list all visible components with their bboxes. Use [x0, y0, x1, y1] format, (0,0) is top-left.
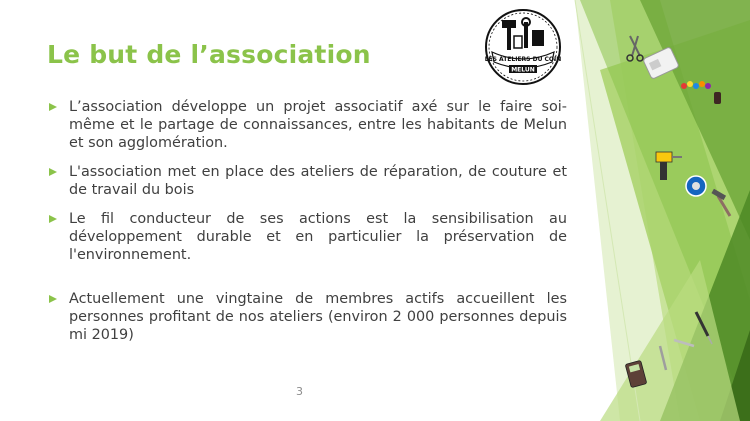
tape-measure-icon — [686, 176, 706, 196]
bullet-item — [47, 210, 567, 264]
logo-city: MELUN — [511, 66, 535, 74]
drill-icon — [656, 152, 682, 180]
bullet-text: L’association développe un projet associatif axé sur le faire soi-même et le partage de connaissances, entre les habitants de Melun et son agglomération. — [69, 99, 567, 151]
sewing-machine-icon — [643, 47, 679, 80]
bullet-text: Le fil conducteur de ses actions est la sensibilisation au développement durable et en particulier la préservation de l'environnement. — [69, 211, 567, 263]
logo-icon — [484, 8, 562, 86]
bullet-item — [47, 290, 567, 344]
screwdriver-icon — [696, 312, 712, 344]
bullet-arrow-icon — [49, 215, 57, 223]
bullet-arrow-icon — [49, 168, 57, 176]
bullet-list — [47, 98, 567, 355]
thread-spools-icon — [681, 81, 711, 89]
hammer-icon — [711, 189, 730, 216]
bullet-text: L'association met en place des ateliers de réparation, de couture et de travail du bois — [69, 164, 567, 198]
bullet-text: Actuellement une vingtaine de membres actifs accueillent les personnes profitant de nos ateliers (environ 2 000 personnes depuis mi 2019) — [69, 291, 567, 343]
multimeter-icon — [625, 360, 647, 387]
scissors-icon — [627, 36, 643, 61]
slide-title: Le but de l’association — [47, 40, 371, 69]
stamp-icon — [714, 92, 721, 104]
bullet-arrow-icon — [49, 103, 57, 111]
logo-name: LES ATELIERS DU COIN — [484, 56, 562, 63]
bullet-item — [47, 98, 567, 152]
wrench-icon — [660, 340, 694, 370]
bullet-arrow-icon — [49, 295, 57, 303]
page-number: 3 — [296, 385, 303, 398]
bullet-item — [47, 163, 567, 199]
